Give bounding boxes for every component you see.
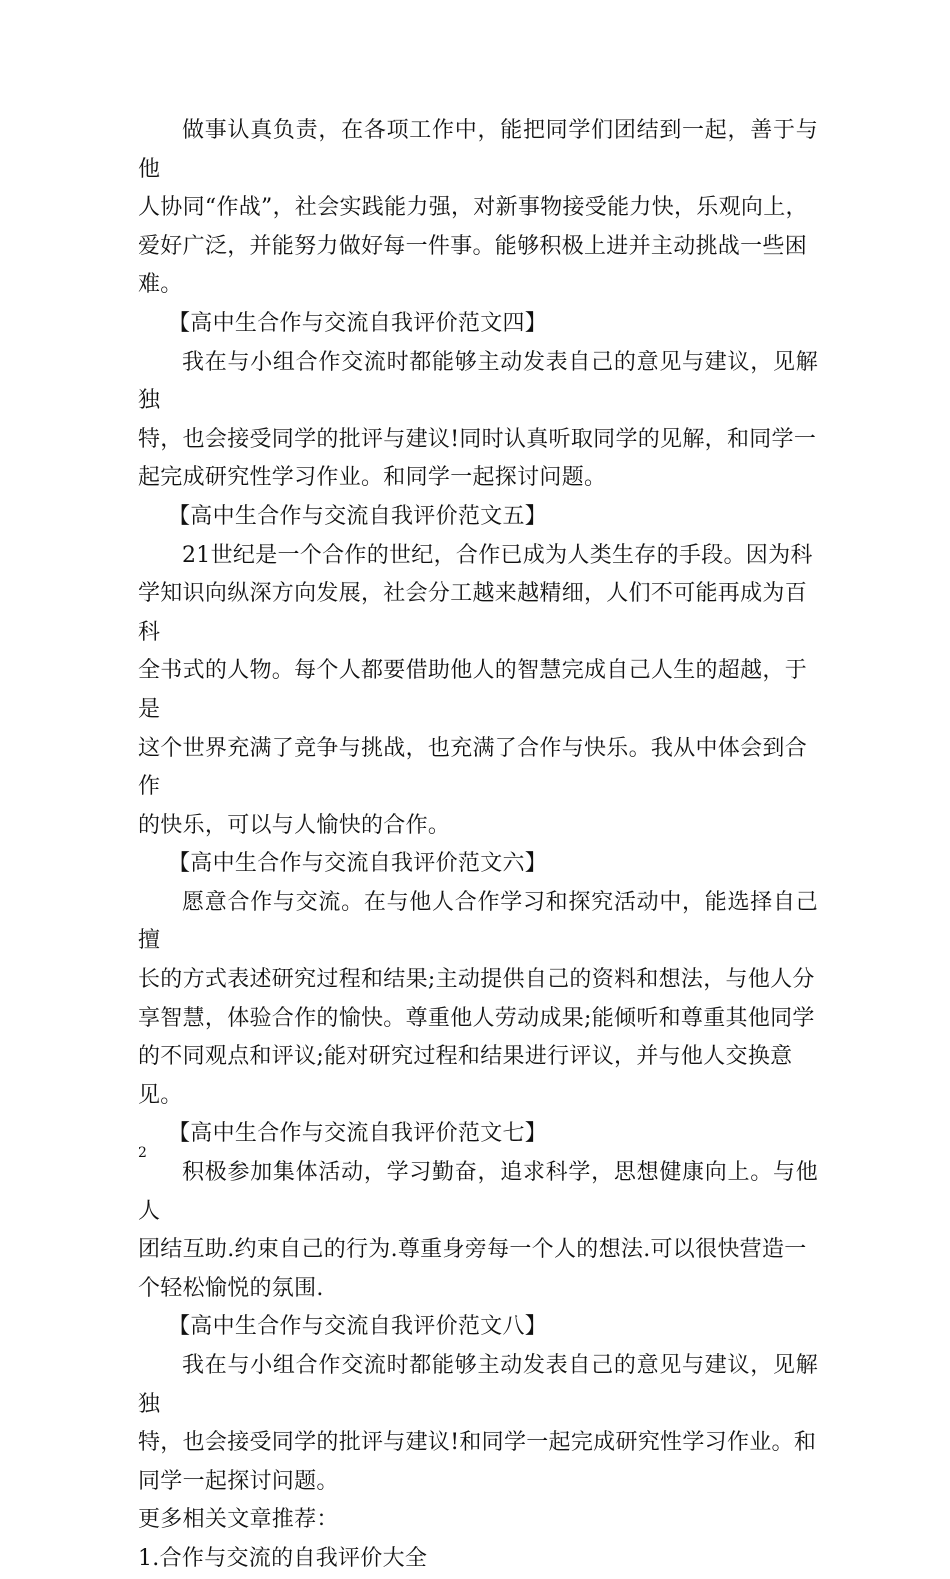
text-line: 起完成研究性学习作业。和同学一起探讨问题。 bbox=[138, 465, 607, 491]
text-line: 长的方式表述研究过程和结果;主动提供自己的资料和想法，与他人分 bbox=[138, 967, 815, 993]
text-line: 学知识向纵深方向发展，社会分工越来越精细，人们不可能再成为百科 bbox=[138, 581, 808, 645]
text-line: 愿意合作与交流。在与他人合作学习和探究活动中，能选择自己擅 bbox=[138, 889, 818, 954]
text-line: 享智慧，体验合作的愉快。尊重他人劳动成果;能倾听和尊重其他同学 bbox=[138, 1005, 815, 1031]
text-line: 团结互助.约束自己的行为.尊重身旁每一个人的想法.可以很快营造一 bbox=[138, 1237, 807, 1263]
text-line: 特，也会接受同学的批评与建议!同时认真听取同学的见解，和同学一 bbox=[138, 426, 817, 452]
text-line: 的快乐，可以与人愉快的合作。 bbox=[138, 812, 451, 838]
text-line: 同学一起探讨问题。 bbox=[138, 1468, 339, 1494]
text-line: 这个世界充满了竞争与挑战，也充满了合作与快乐。我从中体会到合作 bbox=[138, 735, 808, 800]
text-line: 特，也会接受同学的批评与建议!和同学一起完成研究性学习作业。和 bbox=[138, 1430, 817, 1456]
section-heading: 【高中生合作与交流自我评价范文四】 bbox=[168, 310, 548, 336]
document-body bbox=[138, 112, 818, 1579]
section-heading: 【高中生合作与交流自我评价范文七】 bbox=[168, 1121, 548, 1147]
text-line: 做事认真负责，在各项工作中，能把同学们团结到一起，善于与他 bbox=[138, 118, 818, 182]
text-line: 我在与小组合作交流时都能够主动发表自己的意见与建议，见解独 bbox=[138, 349, 818, 414]
text-line: 人协同“作战”，社会实践能力强，对新事物接受能力快，乐观向上， bbox=[138, 195, 808, 221]
text-line: 21世纪是一个合作的世纪，合作已成为人类生存的手段。因为科 bbox=[182, 542, 813, 568]
text-line: 的不同观点和评议;能对研究过程和结果进行评议，并与他人交换意见。 bbox=[138, 1044, 793, 1108]
text-line: 积极参加集体活动，学习勤奋，追求科学，思想健康向上。与他人 bbox=[138, 1160, 818, 1224]
text-line: 个轻松愉悦的氛围. bbox=[138, 1275, 324, 1301]
text-line: 我在与小组合作交流时都能够主动发表自己的意见与建议，见解独 bbox=[138, 1353, 818, 1417]
related-articles-label: 更多相关文章推荐： bbox=[138, 1507, 339, 1533]
related-article-link[interactable]: 1.合作与交流的自我评价大全 bbox=[138, 1545, 428, 1571]
text-line: 爱好广泛，并能努力做好每一件事。能够积极上进并主动挑战一些困难。 bbox=[138, 233, 808, 298]
section-heading: 【高中生合作与交流自我评价范文六】 bbox=[168, 851, 548, 877]
text-line: 全书式的人物。每个人都要借助他人的智慧完成自己人生的超越，于是 bbox=[138, 658, 808, 722]
section-heading: 【高中生合作与交流自我评价范文五】 bbox=[168, 503, 548, 529]
section-heading: 【高中生合作与交流自我评价范文八】 bbox=[168, 1314, 548, 1340]
page-number: 2 bbox=[138, 1145, 147, 1161]
